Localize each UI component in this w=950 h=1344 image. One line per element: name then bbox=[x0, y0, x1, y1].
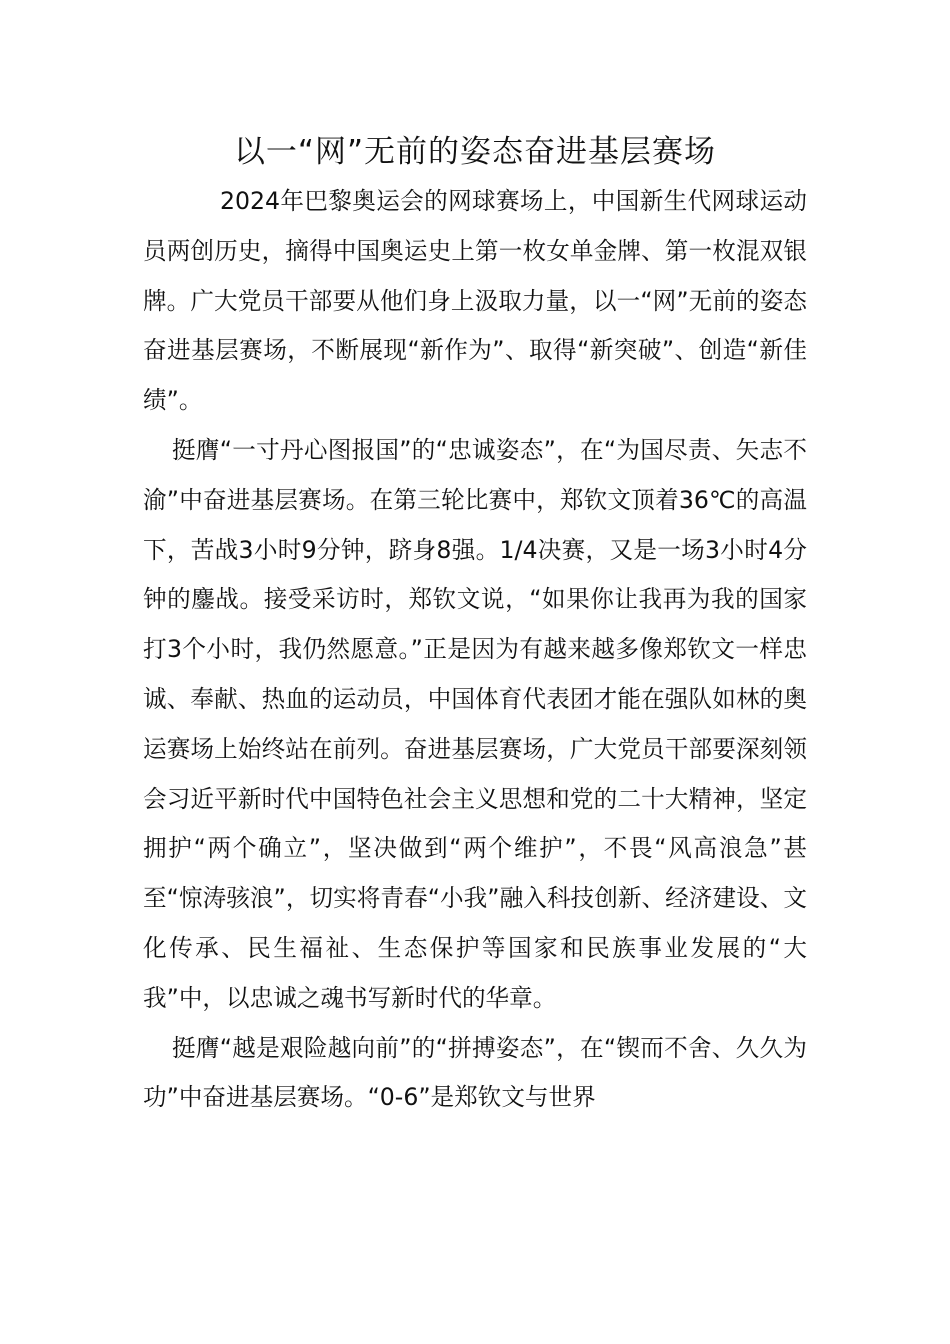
paragraph-intro: 2024年巴黎奥运会的网球赛场上，中国新生代网球运动员两创历史，摘得中国奥运史上第一枚女单金牌、第一枚混双银牌。广大党员干部要从他们身上汲取力量，以一“网”无前的姿态奋进基层赛场，不断展现“新作为”、取得“新突破”、创造“新佳绩”。 bbox=[143, 187, 807, 415]
document-title: 以一“网”无前的姿态奋进基层赛场 bbox=[233, 134, 717, 170]
paragraph-loyalty: 挺膺“一寸丹心图报国”的“忠诚姿态”，在“为国尽责、矢志不渝”中奋进基层赛场。在第三轮比赛中，郑钦文顶着36℃的高温下，苦战3小时9分钟，跻身8强。1/4决赛，又是一场3小时4分钟的鏖战。接受采访时，郑钦文说，“如果你让我再为我的国家打3个小时，我仍然愿意。”正是因为有越来越多像郑钦文一样忠诚、奉献、热血的运动员，中国体育代表团才能在强队如林的奥运赛场上始终站在前列。奋进基层赛场，广大党员干部要深刻领会习近平新时代中国特色社会主义思想和党的二十大精神，坚定拥护“两个确立”，坚决做到“两个维护”，不畏“风高浪急”甚至“惊涛骇浪”，切实将青春“小我”融入科技创新、经济建设、文化传承、民生福祉、生态保护等国家和民族事业发展的“大我”中，以忠诚之魂书写新时代的华章。 bbox=[143, 435, 807, 1012]
document-page bbox=[143, 128, 807, 1123]
paragraph-struggle: 挺膺“越是艰险越向前”的“拼搏姿态”，在“锲而不舍、久久为功”中奋进基层赛场。“0-6”是郑钦文与世界 bbox=[143, 1033, 807, 1112]
